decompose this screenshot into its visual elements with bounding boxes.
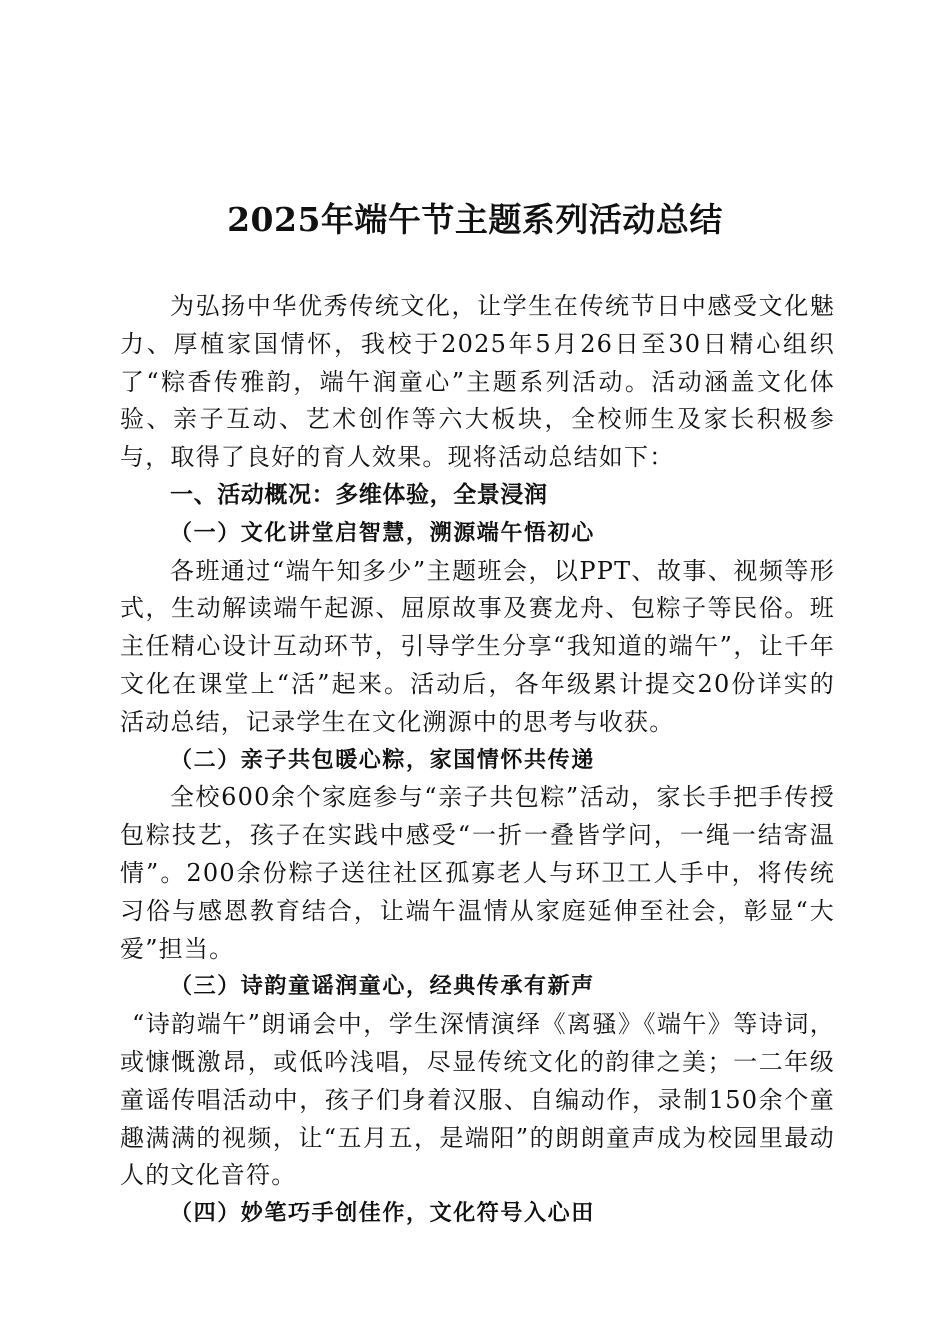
section-heading: 一、活动概况：多维体验，全景浸润 [170,481,548,508]
subsection-heading: （一）文化讲堂启智慧，溯源端午悟初心 [170,520,595,546]
subsection-heading: （二）亲子共包暖心粽，家国情怀共传递 [170,747,595,773]
subsection-paragraph: 全校600余个家庭参与“亲子共包粽”活动，家长手把手传授包粽技艺，孩子在实践中感受“一折一叠皆学问，一绳一结寄温情”。200余份粽子送往社区孤寡老人与环卫工人手中，将传统习俗与感恩教育结合，让端午温情从家庭延伸至社会，彰显“大爱”担当。 [120,783,835,963]
subsection-heading: （三）诗韵童谣润童心，经典传承有新声 [170,974,595,1000]
intro-paragraph: 为弘扬中华优秀传统文化，让学生在传统节日中感受文化魅力、厚植家国情怀，我校于2025年5月26日至30日精心组织了“粽香传雅韵，端午润童心”主题系列活动。活动涵盖文化体验、亲子互动、艺术创作等六大板块，全校师生及家长积极参与，取得了良好的育人效果。现将活动总结如下： [120,292,835,472]
subsection-paragraph: “诗韵端午”朗诵会中，学生深情演绎《离骚》《端午》等诗词，或慷慨激昂，或低吟浅唱，尽显传统文化的韵律之美；一二年级童谣传唱活动中，孩子们身着汉服、自编动作，录制150余个童趣满满的视频，让“五月五，是端阳”的朗朗童声成为校园里最动人的文化音符。 [120,1010,835,1190]
document-body [120,288,835,1233]
subsection-paragraph: 各班通过“端午知多少”主题班会，以PPT、故事、视频等形式，生动解读端午起源、屈原故事及赛龙舟、包粽子等民俗。班主任精心设计互动环节，引导学生分享“我知道的端午”，让千年文化在课堂上“活”起来。活动后，各年级累计提交20份详实的活动总结，记录学生在文化溯源中的思考与收获。 [120,556,835,736]
subsection-heading: （四）妙笔巧手创佳作，文化符号入心田 [170,1201,595,1227]
document-title: 2025年端午节主题系列活动总结 [227,200,723,239]
